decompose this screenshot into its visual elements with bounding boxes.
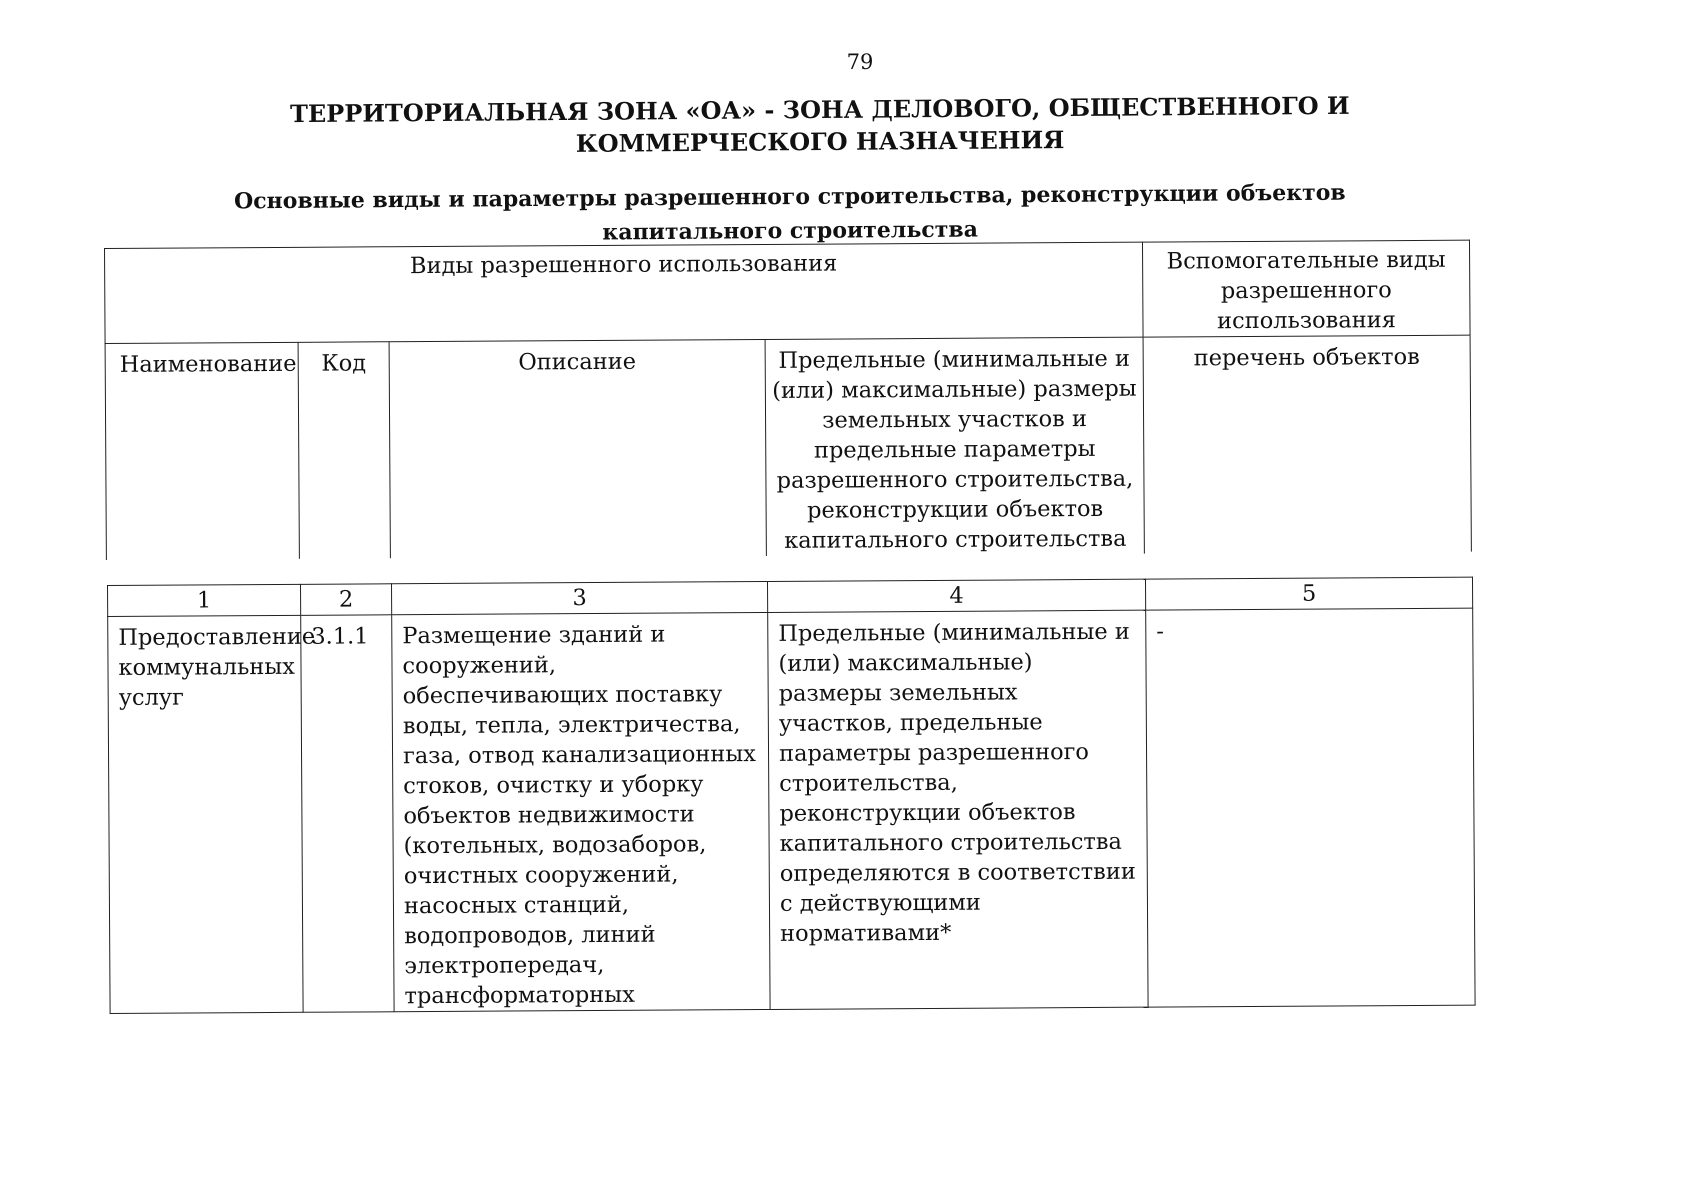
- header-group-main: Виды разрешенного использования: [105, 242, 1144, 343]
- zone-title: ТЕРРИТОРИАЛЬНАЯ ЗОНА «ОА» - ЗОНА ДЕЛОВОГО, ОБЩЕСТВЕННОГО И КОММЕРЧЕСКОГО НАЗНАЧЕНИЯ: [289, 90, 1350, 158]
- page-number: 79: [846, 50, 874, 74]
- header-col-name: Наименование: [105, 342, 299, 560]
- column-number: 5: [1145, 577, 1472, 610]
- header-col-description: Описание: [389, 339, 766, 558]
- row-limits: Предельные (минимальные и (или) максимальные) размеры земельных участков, предельные параметры разрешенного строительства, реконструкции объектов капитального строительства определяются в соответствии с действующими нормативами*: [768, 610, 1148, 1009]
- table-row: [108, 608, 1475, 1013]
- header-columns-row: [105, 335, 1471, 560]
- section-title: Основные виды и параметры разрешенного строительства, реконструкции объектов капитального строительства: [233, 179, 1346, 246]
- header-group-aux: Вспомогательные виды разрешенного использования: [1143, 240, 1471, 337]
- column-number: 4: [767, 579, 1145, 612]
- row-code: 3.1.1: [301, 615, 394, 1013]
- column-number: 1: [108, 584, 301, 616]
- data-table: [107, 577, 1476, 1014]
- header-col-code: Код: [298, 342, 390, 559]
- header-col-limits: Предельные (минимальные и (или) максимальные) размеры земельных участков и предельные параметры разрешенного строительства, реконструкции объектов капитального строительства: [765, 337, 1144, 556]
- header-table: [104, 240, 1472, 560]
- row-aux: -: [1146, 608, 1475, 1007]
- header-group-row: [105, 240, 1471, 343]
- row-name: Предоставление коммунальных услуг: [108, 615, 303, 1013]
- header-col-aux-list: перечень объектов: [1143, 335, 1471, 553]
- row-description: Размещение зданий и сооружений, обеспечивающих поставку воды, тепла, электричества, газа, отвод канализационных стоков, очистку и уборку объектов недвижимости (котельных, водозаборов, очистных сооружений, насосных станций, водопроводов, линий электропередач, трансформаторных: [392, 612, 770, 1011]
- column-number: 3: [391, 581, 767, 614]
- column-number: 2: [300, 584, 391, 616]
